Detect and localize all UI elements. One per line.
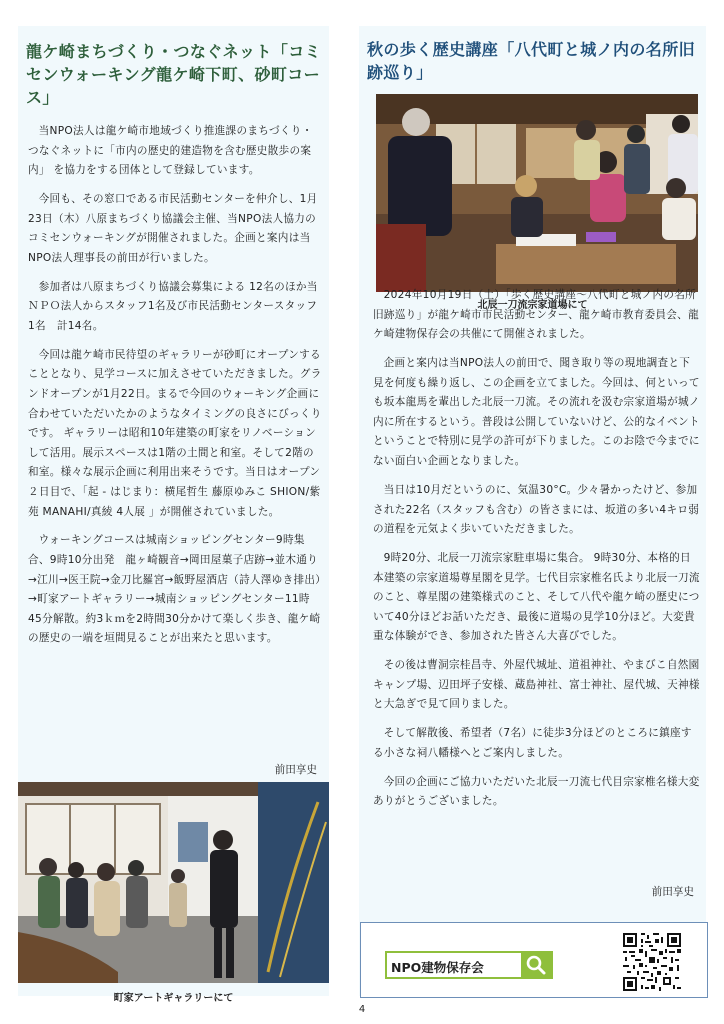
left-paragraph: 今回は龍ケ崎市民待望のギャラリーが砂町にオープンすることとなり、見学コースに加えさせていただきました。グランドオープンが1月22日。まるで今回のウォーキング企画に合わせていただいたかのようなタイミングの良さにびっくりです。 ギャラリーは昭和10年建築の町家をリノベーションして活用。展示スペースは1階の土間と和室。そして2階の和室。様々な展示企画に利用出来そうです。当日はオープン２日目で、「起 - はじまり：横尾哲生 藤原ゆみこ SHION/紫苑 MANAHI/真綾 4人展 」が開催されていました。 [28, 348, 322, 518]
left-paragraph: ウォーキングコースは城南ショッピングセンター9時集合、9時10分出発 龍ヶ崎観音→岡田屋菓子店跡→並木通り→江川→医王院→金刀比羅宮→飯野屋酒店（詩人澤ゆき排出）→町家アートギャラリー→城南ショッピングセンター11時45分解散。約3ｋｍを2時間30分かけて楽しく歩き、龍ケ崎の歴史の一端を垣間見ることが出来たと思います。 [28, 534, 321, 645]
left-article-title: 龍ケ崎まちづくり・つなぐネット「コミセンウォーキング龍ケ崎下町、砂町コース」 [26, 42, 322, 107]
gallery-photo-illustration [18, 782, 329, 983]
right-paragraph: 2024年10月19日（土）「歩く歴史講座〜八代町と城ノ内の名所旧跡巡り」が龍ケ崎市市民活動センター、龍ケ崎市教育委員会、龍ケ崎建物保存会の共催にて開催されました。 [373, 289, 699, 341]
left-paragraph: 参加者は八原まちづくり協議会募集による 12名のほか当ＮＰＯ法人からスタッフ1名及び市民活動センタースタッフ1名 計14名。 [28, 280, 318, 332]
left-article-author: 前田享史 [274, 764, 317, 776]
right-article [359, 26, 706, 996]
right-paragraph: 9時20分、北辰一刀流宗家駐車場に集合。 9時30分、本格的日本建築の宗家道場尊星閣を見学。七代目宗家椎名氏より北辰一刀流のこと、尊星閣の建築様式のこと、そして八代や龍ケ崎の歴史について40分ほどお話いただき、最後に道場の見学10分ほど。大変貴重な体験ができ、参加された皆さん大喜びでした。 [373, 552, 700, 643]
gallery-photo-caption: 町家アートギャラリーにて [113, 993, 234, 1004]
npo-search-label: NPO建物保存会 [391, 960, 484, 975]
right-paragraph: 企画と案内は当NPO法人の前田で、聞き取り等の現地調査と下見を何度も繰り返し、この企画を立てました。今回は、何といっても坂本龍馬を輩出した北辰一刀流。その流れを汲む宗家道場が城ノ内に所在するという。普段は公開していないけど、公的なイベントということで特別に見学の許可が下りました。このお陰で今までにない面白い企画となりました。 [373, 357, 700, 468]
magnifier-icon [521, 953, 551, 977]
dojo-photo [376, 94, 698, 292]
right-article-title: 秋の歩く歴史講座「八代町と城ノ内の名所旧跡巡り」 [367, 40, 696, 82]
right-article-author: 前田享史 [651, 886, 694, 898]
left-article-body [28, 122, 322, 658]
left-paragraph: 当NPO法人は龍ケ崎市地域づくり推進課のまちづくり・つなぐネットに「市内の歴史的建造物を含む歴史散歩の案内」 を協力をする団体として登録しています。 [28, 125, 313, 177]
right-paragraph: 今回の企画にご協力いただいた北辰一刀流七代目宗家椎名様大変ありがとうございました。 [373, 775, 700, 808]
left-paragraph: 今回も、その窓口である市民活動センターを仲介し、1月23日（木）八原まちづくり協議会主催、当NPO法人協力のコミセンウォーキングが開催されました。企画と案内は当NPO法人理事長の前田が行いました。 [28, 193, 318, 264]
page-number: 4 [358, 1004, 366, 1015]
dojo-photo-caption: 北辰一刀流宗家道場にて [477, 300, 588, 311]
right-article-body [373, 286, 700, 821]
left-article [18, 26, 329, 1004]
gallery-photo [18, 782, 329, 983]
right-paragraph: そして解散後、希望者（7名）に徒歩3分ほどのところに鎮座する小さな祠八幡様へとご案内しました。 [373, 727, 692, 759]
npo-link-box [360, 922, 708, 998]
search-button[interactable] [521, 953, 551, 977]
right-paragraph: 当日は10月だというのに、気温30°C。少々暑かったけど、参加された22名（スタッフも含む）の皆さまには、坂道の多い4キロ弱の道程を元気よく歩いていただきました。 [373, 483, 700, 536]
npo-search-banner[interactable] [385, 951, 553, 979]
right-paragraph: その後は曹洞宗桂昌寺、外屋代城址、道祖神社、やまびこ自然園キャンプ場、辺田坪子安様、蔵島神社、富士神社、屋代城、天神様と大急ぎで見て回りました。 [373, 659, 700, 711]
qr-code-icon[interactable] [623, 933, 681, 991]
dojo-photo-illustration [376, 94, 698, 292]
